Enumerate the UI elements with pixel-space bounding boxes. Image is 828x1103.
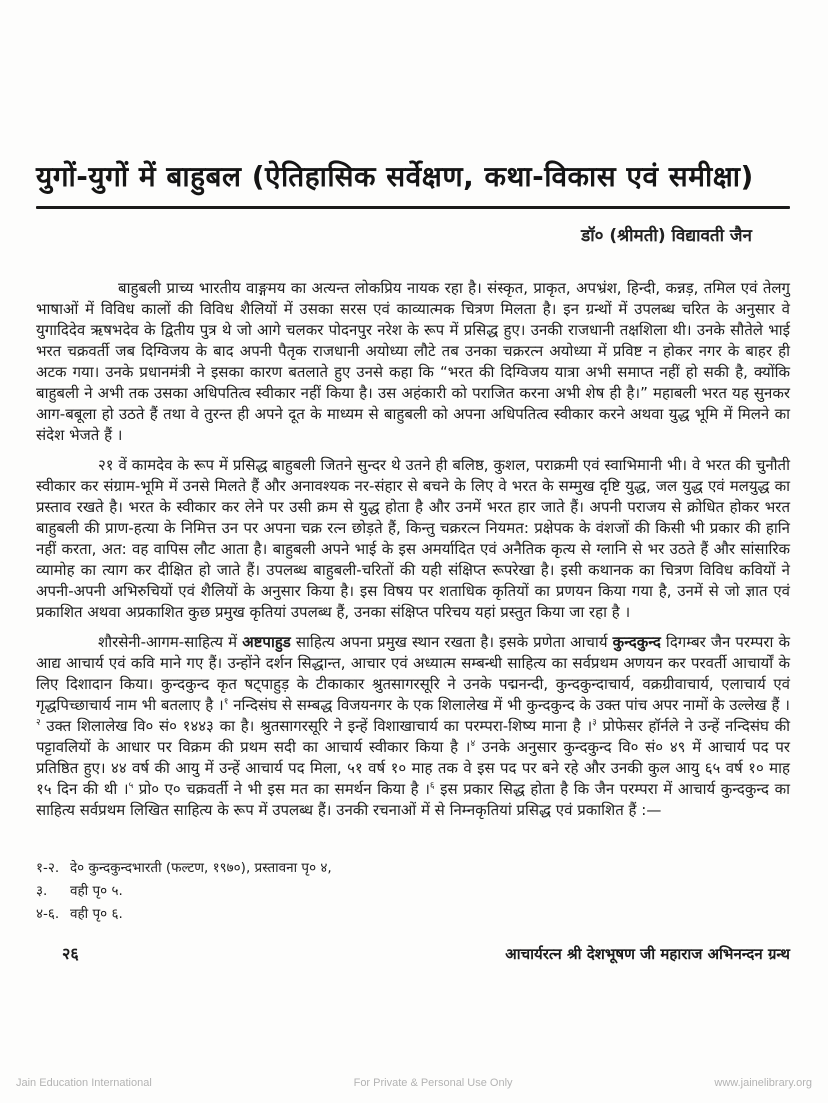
paragraph-intro-bahubali: बाहुबली प्राच्य भारतीय वाङ्गमय का अत्यन्त लोकप्रिय नायक रहा है। संस्कृत, प्राकृत, अपभ्रंश, हिन्दी, कन्नड़, तमिल एवं तेलगु भाषाओं में विविध कालों की विविध शैलियों में उसका सरस एवं काव्यात्मक चित्रण मिलता है। इन ग्रन्थों में उपलब्ध चरित के अनुसार वे युगादिदेव ऋषभदेव के द्वितीय पुत्र थे जो आगे चलकर पोदनपुर नरेश के रूप में प्रसिद्ध हुए। उनकी राजधानी तक्षशिला थी। उनके सौतेले भाई भरत चक्रवर्ती जब दिग्विजय के बाद अपनी पैतृक राजधानी अयोध्या लौटे तब उनका चक्ररत्न अयोध्या में प्रविष्ट न होकर नगर के बाहर ही अटक गया। उनके प्रधानमंत्री ने इसका कारण बतलाते हुए उनसे कहा कि “भरत की दिग्विजय यात्रा अभी समाप्त नहीं हो सकी है, क्योंकि बाहुबली ने अभी तक उसका अधिपतित्व स्वीकार नहीं किया है। उस अहंकारी को पराजित करना अभी शेष ही है।” महाबली भरत यह सुनकर आग-बबूला हो उठते हैं तथा वे तुरन्त ही अपने दूत के माध्यम से बाहुबली को अपना अधिपतित्व स्वीकार करने अथवा युद्ध भूमि में मिलने का संदेश भेजते हैं । — [36, 278, 790, 444]
title-underline-rule — [36, 206, 790, 209]
scan-credit-bar — [16, 1077, 812, 1089]
publisher-credit: Jain Education International — [16, 1077, 152, 1089]
footnote-text: दे० कुन्दकुन्दभारती (फल्टण, १९७०), प्रस्तावना पृ० ४, — [70, 859, 332, 876]
footnote-1 — [36, 857, 790, 880]
volume-title: आचार्यरत्न श्री देशभूषण जी महाराज अभिनन्दन ग्रन्थ — [505, 944, 790, 963]
footnote-2 — [36, 880, 790, 903]
footnote-label: ३. — [36, 882, 48, 899]
usage-notice: For Private & Personal Use Only — [353, 1077, 513, 1089]
footnote-text: वही पृ० ५. — [70, 882, 123, 899]
paragraph-kundakunda-literature: शौरसेनी-आगम-साहित्य में अष्टपाहुड साहित्य अपना प्रमुख स्थान रखता है। इसके प्रणेता आचार्य कुन्दकुन्द दिगम्बर जैन परम्परा के आद्य आचार्य एवं कवि माने गए हैं। उन्होंने दर्शन सिद्धान्त, आचार एवं अध्यात्म सम्बन्धी साहित्य का सर्वप्रथम अणयन कर परवर्ती आचार्यों के लिए दिशादान किया। कुन्दकुन्द कृत षट्पाहुड़ के टीकाकार श्रुतसागरसूरि ने उनके पद्मनन्दी, कुन्दकुन्दाचार्य, वक्रग्रीवाचार्य, एलाचार्य एवं गृद्धपिच्छाचार्य नाम भी बतलाए है ।$^१$ नन्दिसंघ से सम्बद्ध विजयनगर के एक शिलालेख में भी कुन्दकुन्द के उक्त पांच अपर नामों के उल्लेख हैं ।$^२$ उक्त शिलालेख वि० सं० १४४३ का है। श्रुतसागरसूरि ने इन्हें विशाखाचार्य का परम्परा-शिष्य माना है ।$^३$ प्रोफेसर हॉर्नले ने उन्हें नन्दिसंघ की पट्टावलियों के आधार पर विक्रम की प्रथम सदी का आचार्य स्वीकार किया है ।$^४$ उनके अनुसार कुन्दकुन्द वि० सं० ४९ में आचार्य पद पर प्रतिष्ठित हुए। ४४ वर्ष की आयु में उन्हें आचार्य पद मिला, ५१ वर्ष १० माह तक वे इस पद पर बने रहे और उनकी कुल आयु ६५ वर्ष १० माह १५ दिन की थी ।$^५$ प्रो० ए० चक्रवर्ती ने भी इस मत का समर्थन किया है ।$^६$ इस प्रकार सिद्ध होता है कि जैन परम्परा में आचार्य कुन्दकुन्द का साहित्य सर्वप्रथम लिखित साहित्य के रूप में उपलब्ध हैं। उनकी रचनाओं में से निम्नकृतियां प्रसिद्ध एवं प्रकाशित हैं :— — [36, 632, 790, 819]
footnote-text: वही पृ० ६. — [70, 905, 123, 922]
article-body — [36, 278, 790, 821]
website-url: www.jainelibrary.org — [714, 1077, 812, 1089]
article-title: युगों-युगों में बाहुबल (ऐतिहासिक सर्वेक्षण, कथा-विकास एवं समीक्षा) — [36, 160, 754, 193]
author-byline: डॉ० (श्रीमती) विद्यावती जैन — [581, 225, 752, 246]
page-footer — [36, 942, 790, 964]
footnote-3 — [36, 903, 790, 926]
footnotes-section — [36, 857, 790, 926]
footnote-label: ४-६. — [36, 905, 60, 922]
footnote-label: १-२. — [36, 859, 60, 876]
paragraph-kamdev-war-story: २१ वें कामदेव के रूप में प्रसिद्ध बाहुबली जितने सुन्दर थे उतने ही बलिष्ठ, कुशल, पराक्रमी एवं स्वाभिमानी भी। वे भरत की चुनौती स्वीकार कर संग्राम-भूमि में उनसे मिलते हैं और अनावश्यक नर-संहार से बचने के लिए वे भरत के सम्मुख दृष्टि युद्ध, जल युद्ध एवं मलयुद्ध का प्रस्ताव रखते है। भरत के स्वीकार कर लेने पर उसी क्रम से युद्ध होता है और उनमें भरत हार जाते हैं। अपनी पराजय से क्रोधित होकर भरत बाहुबली की प्राण-हत्या के निमित्त उन पर अपना चक्र रत्न छोड़ते हैं, किन्तु चक्ररत्न नियमत: प्रक्षेपक के वंशजों की किसी भी प्रकार की हानि नहीं करता, अत: वह वापिस लौट आता है। बाहुबली अपने भाई के इस अमर्यादित एवं अनैतिक कृत्य से ग्लानि से भर उठते हैं और सांसारिक व्यामोह का त्याग कर दीक्षित हो जाते हैं। उपलब्ध बाहुबली-चरितों की यही संक्षिप्त रूपरेखा है। इसी कथानक का चित्रण विविध कवियों ने अपनी-अपनी अभिरुचियों एवं शैलियों के अनुसार किया है। इस विषय पर शताधिक कृतियों का प्रणयन किया गया है, उनमें से जो ज्ञात एवं प्रकाशित अथवा अप्रकाशित कुछ प्रमुख कृतियां उपलब्ध हैं, उनका संक्षिप्त परिचय यहां प्रस्तुत किया जा रहा है । — [36, 455, 790, 621]
page-number: २६ — [62, 943, 79, 963]
